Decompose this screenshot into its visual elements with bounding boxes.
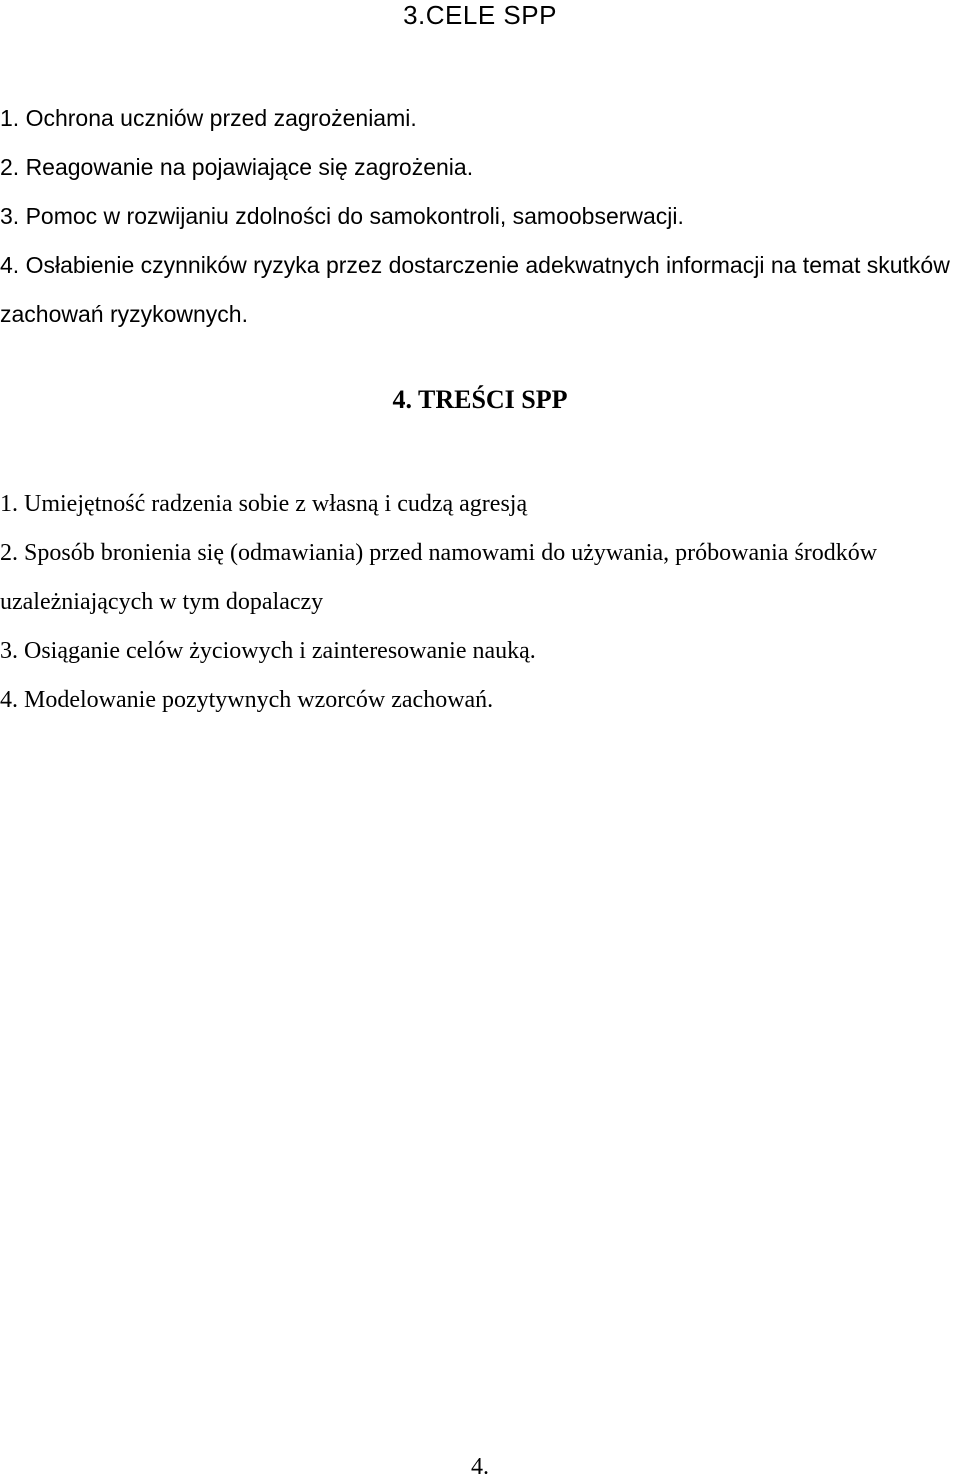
goal-item-1: 1. Ochrona uczniów przed zagrożeniami. bbox=[0, 105, 417, 131]
contents-list bbox=[0, 480, 960, 725]
goal-item-3: 3. Pomoc w rozwijaniu zdolności do samokontroli, samoobserwacji. bbox=[0, 203, 684, 229]
content-item-2: 2. Sposób bronienia się (odmawiania) przed namowami do używania, próbowania środków uzależniających w tym dopalaczy bbox=[0, 540, 878, 615]
page-number: 4. bbox=[471, 1454, 489, 1480]
content-item-3: 3. Osiąganie celów życiowych i zainteresowanie nauką. bbox=[0, 638, 536, 664]
goal-item-2: 2. Reagowanie na pojawiające się zagrożenia. bbox=[0, 154, 474, 180]
section-heading-cele-spp: 3.CELE SPP bbox=[403, 0, 557, 30]
content-item-1: 1. Umiejętność radzenia sobie z własną i cudzą agresją bbox=[0, 491, 528, 517]
content-item-4: 4. Modelowanie pozytywnych wzorców zachowań. bbox=[0, 687, 494, 713]
section-heading-tresci-spp: 4. TREŚCI SPP bbox=[392, 385, 568, 414]
goals-list bbox=[0, 94, 960, 339]
goal-item-4: 4. Osłabienie czynników ryzyka przez dostarczenie adekwatnych informacji na temat skutków zachowań ryzykownych. bbox=[0, 252, 950, 327]
